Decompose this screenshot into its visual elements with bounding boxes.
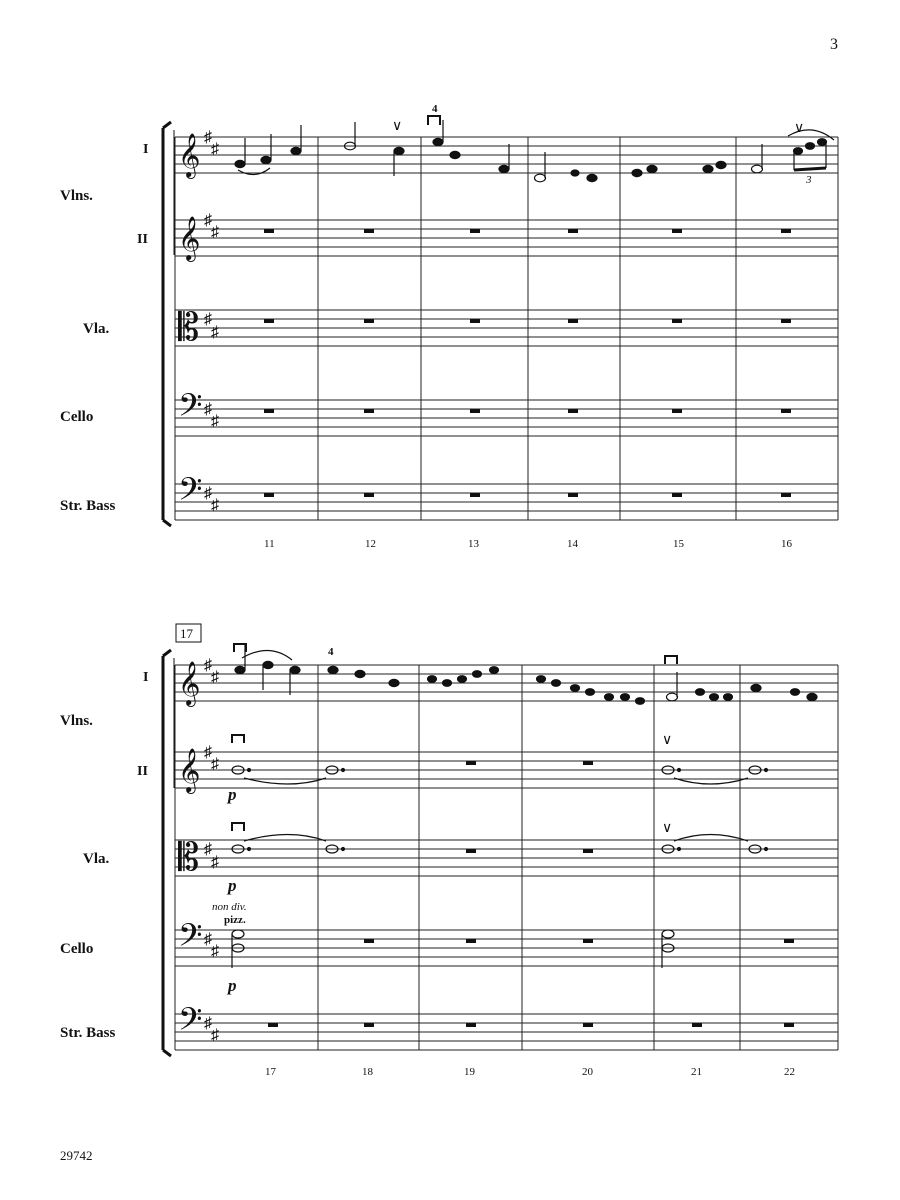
svg-text:♯: ♯	[204, 311, 212, 328]
alto-clef-icon: 𝄡	[178, 307, 200, 349]
up-bow-icon: ∨	[794, 121, 805, 136]
dynamic-piano: p	[228, 976, 237, 995]
down-bow-icon	[234, 644, 246, 652]
up-bow-icon: ∨	[662, 821, 673, 836]
staves-system-1	[175, 137, 838, 520]
measure-number: 12	[365, 538, 376, 550]
up-bow-icon: ∨	[392, 119, 403, 134]
treble-clef-icon: 𝄞	[178, 663, 201, 705]
bass-label: Str. Bass	[60, 498, 116, 514]
bass-clef-icon: 𝄢	[178, 473, 203, 515]
treble-clef-icon: 𝄞	[178, 750, 201, 792]
alto-clef-icon: 𝄡	[178, 837, 200, 879]
tuplet-marking: 3	[806, 174, 812, 186]
violin-1-notes-system-2	[235, 645, 817, 704]
down-bow-icon	[232, 823, 244, 831]
catalog-number: 29742	[60, 1148, 93, 1163]
svg-text:♯: ♯	[211, 1027, 219, 1044]
measure-number: 13	[468, 538, 479, 550]
svg-text:♯: ♯	[204, 212, 212, 229]
measure-number: 17	[265, 1066, 276, 1078]
key-signatures-system-1	[204, 129, 219, 514]
down-bow-icon	[428, 116, 440, 125]
treble-clef-icon: 𝄞	[178, 135, 201, 177]
svg-text:♯: ♯	[211, 854, 219, 871]
svg-text:♯: ♯	[211, 141, 219, 158]
violins-label: Vlns.	[60, 713, 93, 729]
key-signatures-system-2	[204, 657, 219, 1044]
violin-1-label: I	[143, 142, 149, 157]
page-number: 3	[830, 36, 838, 53]
svg-text:♯: ♯	[204, 1015, 212, 1032]
svg-text:♯: ♯	[211, 224, 219, 241]
measure-number: 21	[691, 1066, 702, 1078]
svg-text:♯: ♯	[211, 756, 219, 773]
staves-system-2	[175, 665, 838, 1050]
svg-text:♯: ♯	[204, 129, 212, 146]
cello-non-div-marking: non div.	[212, 901, 247, 913]
violin-2-label: II	[137, 232, 148, 247]
clefs-system-1	[178, 134, 202, 515]
measure-number: 14	[567, 538, 578, 550]
svg-text:♯: ♯	[204, 485, 212, 502]
svg-text:♯: ♯	[204, 841, 212, 858]
cello-label: Cello	[60, 409, 94, 425]
cello-label: Cello	[60, 941, 94, 957]
fingering-marking: 4	[328, 646, 334, 658]
measure-number: 18	[362, 1066, 373, 1078]
treble-clef-icon: 𝄞	[178, 218, 201, 260]
violins-label: Vlns.	[60, 188, 93, 204]
measure-number: 19	[464, 1066, 475, 1078]
svg-text:♯: ♯	[204, 401, 212, 418]
bass-label: Str. Bass	[60, 1025, 116, 1041]
svg-text:♯: ♯	[211, 413, 219, 430]
viola-label: Vla.	[83, 851, 110, 867]
whole-rests-system-2	[268, 761, 794, 1027]
bass-clef-icon: 𝄢	[178, 389, 203, 431]
svg-text:♯: ♯	[211, 669, 219, 686]
down-bow-icon	[665, 656, 677, 664]
down-bow-icon	[232, 735, 244, 743]
system-2	[60, 624, 838, 1078]
svg-text:♯: ♯	[211, 943, 219, 960]
viola-label: Vla.	[83, 321, 110, 337]
measure-number: 11	[264, 538, 275, 550]
clefs-system-2	[178, 662, 202, 1045]
svg-text:♯: ♯	[204, 744, 212, 761]
rehearsal-mark: 17	[180, 626, 193, 641]
bass-clef-icon: 𝄢	[178, 1003, 203, 1045]
svg-text:♯: ♯	[204, 931, 212, 948]
up-bow-icon: ∨	[662, 733, 673, 748]
measure-number: 15	[673, 538, 684, 550]
svg-text:♯: ♯	[204, 657, 212, 674]
measure-number: 20	[582, 1066, 593, 1078]
violin-2-label: II	[137, 764, 148, 779]
svg-text:♯: ♯	[211, 497, 219, 514]
measure-number: 22	[784, 1066, 795, 1078]
svg-text:♯: ♯	[211, 324, 219, 341]
fingering-marking: 4	[432, 103, 438, 115]
bass-clef-icon: 𝄢	[178, 919, 203, 961]
measure-number: 16	[781, 538, 792, 550]
violin-1-label: I	[143, 670, 149, 685]
dynamic-piano: p	[228, 785, 237, 804]
cello-pizz-marking: pizz.	[224, 914, 246, 926]
system-1	[60, 103, 838, 550]
dynamic-piano: p	[228, 876, 237, 895]
